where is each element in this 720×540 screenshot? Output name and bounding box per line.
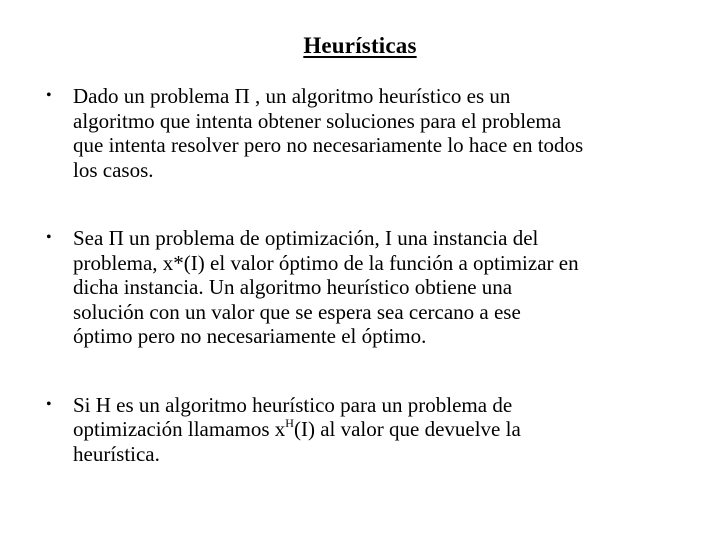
bullet-3-line-3: heurística. xyxy=(73,441,160,466)
bullet-item-1 xyxy=(46,84,676,182)
superscript-h: H xyxy=(285,416,294,430)
bullet-1-line-1: Dado un problema Π , un algoritmo heurístico es un xyxy=(73,84,511,108)
bullet-item-2 xyxy=(46,226,676,349)
bullet-3-line-2-post: (I) al valor que devuelve la xyxy=(293,417,521,441)
bullet-item-3 xyxy=(46,393,676,467)
bullet-1-line-4: los casos. xyxy=(73,157,154,182)
bullet-list xyxy=(46,84,676,466)
bullet-2-line-2: problema, x*(I) el valor óptimo de la función a optimizar en xyxy=(73,250,579,275)
bullet-3-line-1: Si H es un algoritmo heurístico para un problema de xyxy=(73,392,513,417)
bullet-2-line-5: óptimo pero no necesariamente el óptimo. xyxy=(73,324,427,348)
bullet-2-line-3: dicha instancia. Un algoritmo heurístico obtiene una xyxy=(73,275,513,299)
bullet-3-line-2-pre: optimización llamamos x xyxy=(73,417,286,441)
bullet-2-line-1: Sea Π un problema de optimización, I una instancia del xyxy=(73,226,539,250)
bullet-3-line-2 xyxy=(73,417,676,442)
bullet-2-line-4: solución con un valor que se espera sea cercano a ese xyxy=(73,299,521,324)
bullet-icon: • xyxy=(46,229,52,246)
bullet-icon: • xyxy=(46,395,52,413)
bullet-1-line-2: algoritmo que intenta obtener soluciones para el problema xyxy=(73,108,562,133)
slide-title: Heurísticas xyxy=(303,33,417,58)
bullet-icon: • xyxy=(46,87,52,104)
bullet-1-line-3: que intenta resolver pero no necesariamente lo hace en todos xyxy=(73,133,584,157)
